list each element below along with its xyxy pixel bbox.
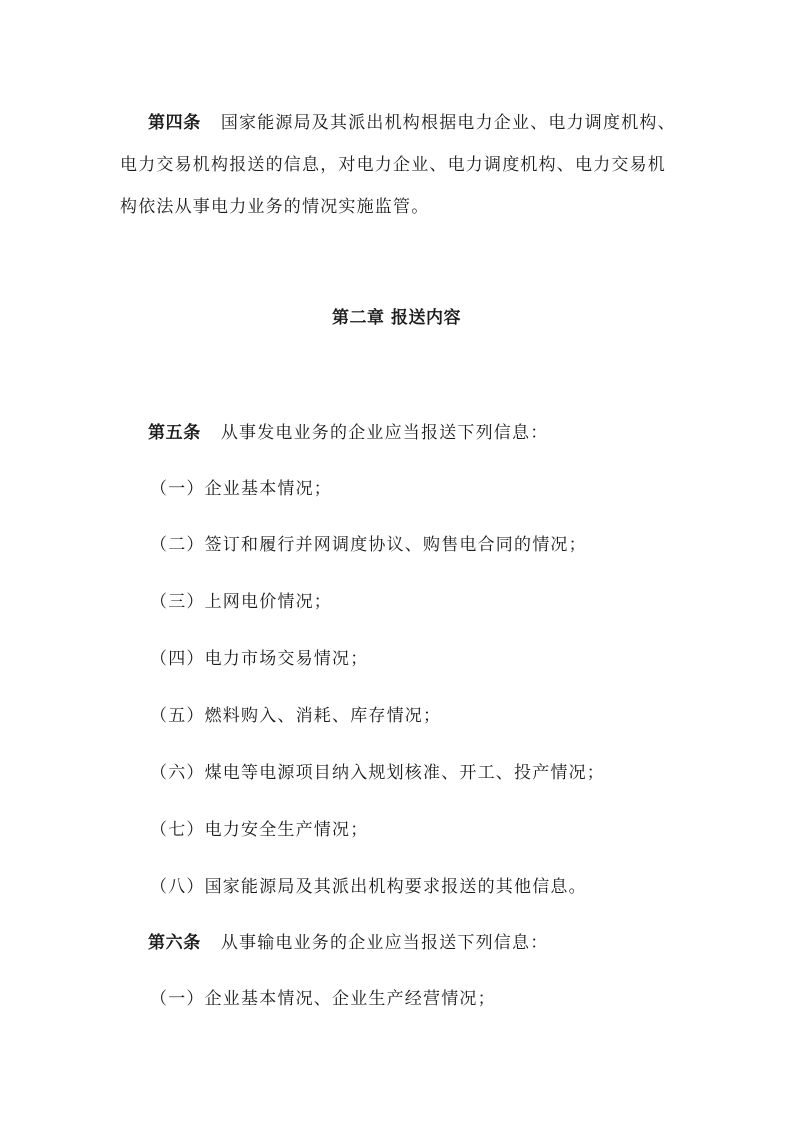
article-5-first-line [148,418,548,443]
article-5-item-1: （一）企业基本情况； [150,479,332,499]
article-4-first-line [148,108,676,133]
article-4-text-line-3: 构依法从事电力业务的情况实施监管。 [120,197,430,217]
article-5-item-6: （六）煤电等电源项目纳入规划核准、开工、投产情况； [150,763,605,783]
article-4-text-line-2: 电力交易机构报送的信息，对电力企业、电力调度机构、电力交易机 [120,155,666,175]
article-6-first-line [148,928,548,953]
article-6-label: 第六条 [148,933,201,953]
article-5-item-7: （七）电力安全生产情况； [150,820,369,840]
article-4-label: 第四条 [148,113,201,133]
article-5-text: 从事发电业务的企业应当报送下列信息： [220,423,549,443]
article-5-item-3: （三）上网电价情况； [150,592,332,612]
article-5-item-2: （二）签订和履行并网调度协议、购售电合同的情况； [150,535,587,555]
article-5-item-8: （八）国家能源局及其派出机构要求报送的其他信息。 [150,877,587,897]
article-4-text-line-1: 国家能源局及其派出机构根据电力企业、电力调度机构、 [220,113,676,133]
article-5-item-5: （五）燃料购入、消耗、库存情况； [150,706,442,726]
chapter-heading: 第二章 报送内容 [332,308,461,328]
article-6-text: 从事输电业务的企业应当报送下列信息： [220,933,549,953]
article-6-item-1: （一）企业基本情况、企业生产经营情况； [150,989,496,1009]
article-5-item-4: （四）电力市场交易情况； [150,649,369,669]
article-5-label: 第五条 [148,423,201,443]
